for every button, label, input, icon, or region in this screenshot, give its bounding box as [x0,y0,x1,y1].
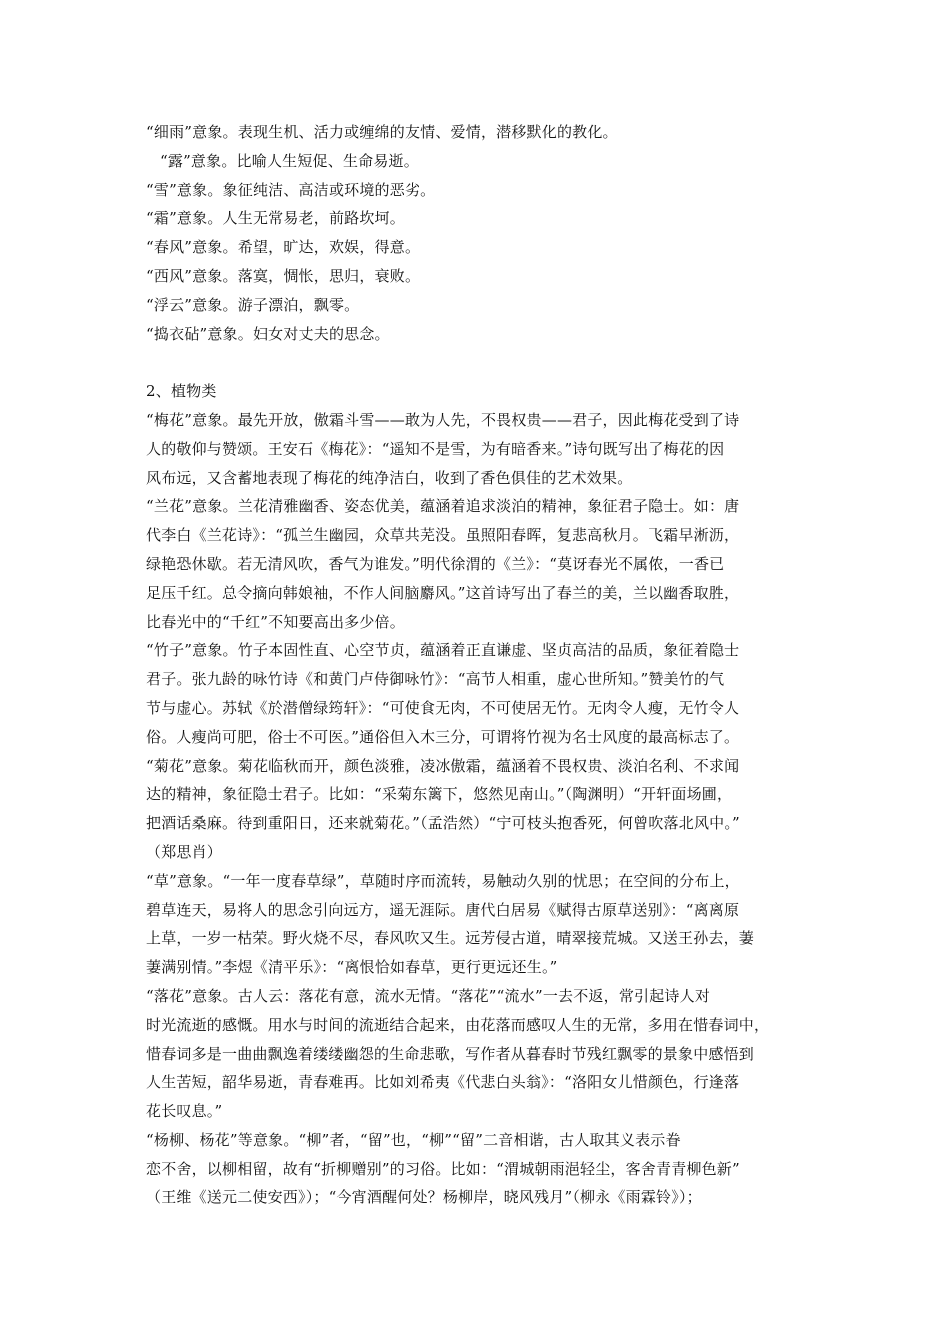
text-line: 君子。张九龄的咏竹诗《和黄门卢侍御咏竹》：“高节人相重，虚心世所知。”赞美竹的气 [146,670,725,689]
text-line: “竹子”意象。竹子本固性直、心空节贞，蕴涵着正直谦虚、坚贞高洁的品质，象征着隐士 [146,641,740,660]
text-line: 惜春词多是一曲曲飘逸着缕缕幽怨的生命悲歌，写作者从暮春时节残红飘零的景象中感悟到 [146,1044,755,1063]
text-line: “兰花”意象。兰花清雅幽香、姿态优美，蕴涵着追求淡泊的精神，象征君子隐士。如：唐 [146,497,740,516]
text-line: 碧草连天，易将人的思念引向远方，遥无涯际。唐代白居易《赋得古原草送别》：“离离原 [146,900,740,919]
text-line: “春风”意象。希望，旷达，欢娱，得意。 [146,238,421,257]
text-line: （王维《送元二使安西》）；“今宵酒醒何处？杨柳岸，晓风残月”（柳永《雨霖铃》）； [146,1188,702,1207]
text-line: 风布远，又含蓄地表现了梅花的纯净洁白，收到了香色俱佳的艺术效果。 [146,468,633,487]
document-page [146,118,816,1212]
text-line: 俗。人瘦尚可肥，俗士不可医。”通俗但入木三分，可谓将竹视为名士风度的最高标志了。 [146,727,740,746]
text-line: “露”意象。比喻人生短促、生命易逝。 [160,151,419,170]
text-line: 绿艳恐休歇。若无清风吹，香气为谁发。”明代徐渭的《兰》：“莫讶春光不属侬，一香已 [146,554,725,573]
text-line: 上草，一岁一枯荣。野火烧不尽，春风吹又生。远芳侵古道，晴翠接荒城。又送王孙去，萋 [146,929,755,948]
section-plant-imagery [146,406,816,1212]
text-line: 足压千红。总令摘向韩娘袖，不作人间脑麝风。”这首诗写出了春兰的美，兰以幽香取胜， [146,583,740,602]
text-line: 恋不舍，以柳相留，故有“折柳赠别”的习俗。比如：“渭城朝雨浥轻尘，客舍青青柳色新” [146,1159,740,1178]
text-line: “西风”意象。落寞，惆怅，思归，衰败。 [146,266,421,285]
text-line: 达的精神，象征隐士君子。比如：“采菊东篱下，悠然见南山。”（陶渊明）“开轩面场圃， [146,785,733,804]
text-line: “草”意象。“一年一度春草绿”，草随时序而流转，易触动久别的忧思；在空间的分布上， [146,871,740,890]
text-line: “雪”意象。象征纯洁、高洁或环境的恶劣。 [146,180,436,199]
text-line: 花长叹息。” [146,1102,223,1121]
text-line: 节与虚心。苏轼《於潜僧绿筠轩》：“可使食无肉，不可使居无竹。无肉令人瘦，无竹令人 [146,698,740,717]
text-line: 时光流逝的感慨。用水与时间的流逝结合起来，由花落而感叹人生的无常，多用在惜春词中， [146,1015,770,1034]
text-line: “落花”意象。古人云：落花有意，流水无情。“落花”“流水”一去不返，常引起诗人对 [146,986,711,1005]
text-line: 萋满别情。”李煜《清平乐》：“离恨恰如春草，更行更远还生。” [146,958,558,977]
text-line: “霜”意象。人生无常易老，前路坎坷。 [146,209,405,228]
text-line: “细雨”意象。表现生机、活力或缠绵的友情、爱情，潜移默化的教化。 [146,123,618,141]
text-line: 人生苦短，韶华易逝，青春难再。比如刘希夷《代悲白头翁》：“洛阳女儿惜颜色，行逢落 [146,1073,740,1092]
section-weather-imagery [146,118,816,348]
text-line: 代李白《兰花诗》：“孤兰生幽园，众草共芜没。虽照阳春晖，复悲高秋月。飞霜早淅沥， [146,526,740,545]
text-line: “捣衣砧”意象。妇女对丈夫的思念。 [146,324,390,343]
text-line: 把酒话桑麻。待到重阳日，还来就菊花。”（孟浩然）“宁可枝头抱香死，何曾吹落北风中。” [146,814,740,833]
text-line: 比春光中的“千红”不知要高出多少倍。 [146,612,405,631]
text-line: “菊花”意象。菊花临秋而开，颜色淡雅，凌冰傲霜，蕴涵着不畏权贵、淡泊名利、不求闻 [146,756,740,775]
text-line: “浮云”意象。游子漂泊，飘零。 [146,295,360,314]
text-line: “杨柳、杨花”等意象。“柳”者，“留”也，“柳”“留”二音相谐，古人取其义表示眷 [146,1130,681,1149]
text-line: “梅花”意象。最先开放，傲霜斗雪——敢为人先，不畏权贵——君子，因此梅花受到了诗 [146,410,740,429]
text-line: 人的敬仰与赞颂。王安石《梅花》：“遥知不是雪，为有暗香来。”诗句既写出了梅花的因 [146,439,725,458]
paragraph-gap [146,348,816,377]
section-heading-plants: 2、植物类 [146,382,217,401]
text-line: （郑思肖） [146,842,223,861]
